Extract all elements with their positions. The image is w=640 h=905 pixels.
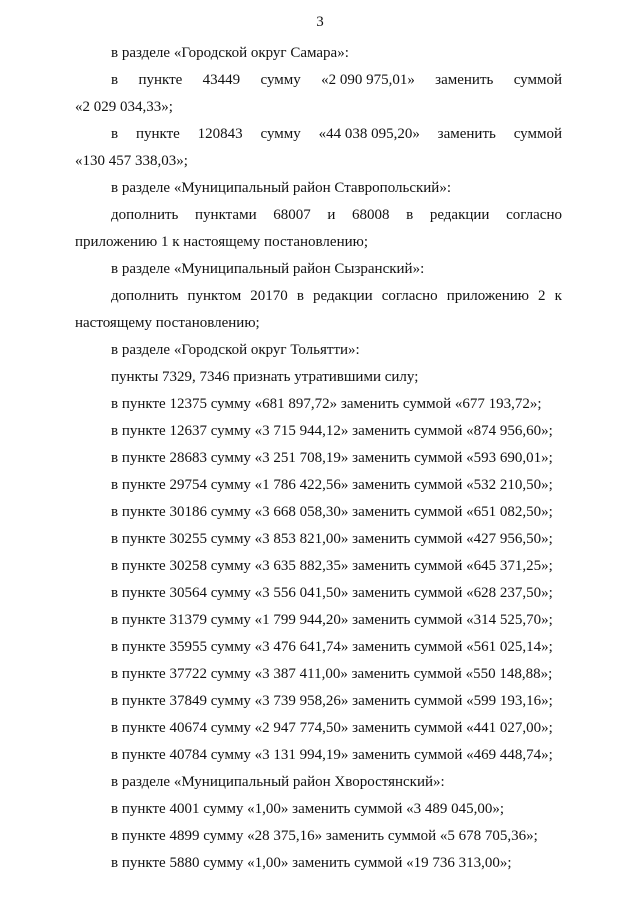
word: 68007 — [273, 207, 311, 223]
amendment-line-68007 — [75, 204, 562, 231]
amendment-line-120843-cont: «130 457 338,03»; — [75, 153, 188, 169]
amendment-line: в пункте 12375 сумму «681 897,72» заменить суммой «677 193,72»; — [111, 396, 542, 412]
word: заменить — [437, 126, 496, 142]
word: пунктами — [195, 207, 257, 223]
word: пункте — [138, 72, 183, 88]
amendment-line: пункты 7329, 7346 признать утратившими силу; — [111, 369, 419, 385]
word: согласно — [381, 288, 438, 304]
word: 68008 — [352, 207, 390, 223]
amendment-line: в пункте 30186 сумму «3 668 058,30» заменить суммой «651 082,50»; — [111, 504, 553, 520]
amendment-line: в пункте 12637 сумму «3 715 944,12» заменить суммой «874 956,60»; — [111, 423, 553, 439]
section-heading-stavropolsky: в разделе «Муниципальный район Ставропольский»: — [111, 180, 451, 196]
word: сумму — [260, 126, 301, 142]
word: приложению — [446, 288, 529, 304]
amendment-line: в пункте 31379 сумму «1 799 944,20» заменить суммой «314 525,70»; — [111, 612, 553, 628]
amendment-line: в пункте 30564 сумму «3 556 041,50» заменить суммой «628 237,50»; — [111, 585, 553, 601]
amendment-line: в пункте 35955 сумму «3 476 641,74» заменить суммой «561 025,14»; — [111, 639, 553, 655]
amendment-line-120843 — [75, 123, 562, 150]
amendment-line: в пункте 37722 сумму «3 387 411,00» заменить суммой «550 148,88»; — [111, 666, 553, 682]
section-heading-tolyatti: в разделе «Городской округ Тольятти»: — [111, 342, 360, 358]
word: суммой — [513, 72, 562, 88]
amendment-line-20170 — [75, 285, 562, 312]
section-heading-samara: в разделе «Городской округ Самара»: — [111, 45, 349, 61]
amendment-line: в пункте 30258 сумму «3 635 882,35» заменить суммой «645 371,25»; — [111, 558, 553, 574]
amendment-line: в пункте 4899 сумму «28 375,16» заменить суммой «5 678 705,36»; — [111, 828, 538, 844]
word: в — [296, 288, 304, 304]
amendment-line: в пункте 30255 сумму «3 853 821,00» заменить суммой «427 956,50»; — [111, 531, 553, 547]
word: редакции — [313, 288, 373, 304]
amendment-line: в пункте 5880 сумму «1,00» заменить суммой «19 736 313,00»; — [111, 855, 512, 871]
word: пункте — [135, 126, 180, 142]
amendment-line-68007-cont: приложению 1 к настоящему постановлению; — [75, 234, 368, 250]
word: суммой — [513, 126, 562, 142]
word: и — [327, 207, 336, 223]
amendment-line: в пункте 28683 сумму «3 251 708,19» заменить суммой «593 690,01»; — [111, 450, 553, 466]
word: согласно — [506, 207, 562, 223]
amendment-line: в пункте 40784 сумму «3 131 994,19» заменить суммой «469 448,74»; — [111, 747, 553, 763]
amendment-line-20170-cont: настоящему постановлению; — [75, 315, 260, 331]
word: 20170 — [250, 288, 288, 304]
word: дополнить — [111, 288, 179, 304]
word: 120843 — [197, 126, 243, 142]
amendment-line: в пункте 29754 сумму «1 786 422,56» заменить суммой «532 210,50»; — [111, 477, 553, 493]
section-heading-syzransky: в разделе «Муниципальный район Сызранский»: — [111, 261, 425, 277]
word: сумму — [260, 72, 301, 88]
document-body — [75, 42, 562, 879]
amendment-line: в пункте 4001 сумму «1,00» заменить суммой «3 489 045,00»; — [111, 801, 505, 817]
word: «2 090 975,01» — [321, 72, 415, 88]
amendment-line-43449 — [75, 69, 562, 96]
word: 2 — [538, 288, 546, 304]
word: дополнить — [111, 207, 179, 223]
section-heading-khvorostyansky: в разделе «Муниципальный район Хворостянский»: — [111, 774, 445, 790]
amendment-line: в пункте 40674 сумму «2 947 774,50» заменить суммой «441 027,00»; — [111, 720, 553, 736]
word: в — [406, 207, 414, 223]
word: в — [111, 126, 119, 142]
word: в — [111, 72, 119, 88]
amendment-line-43449-cont: «2 029 034,33»; — [75, 99, 173, 115]
word: 43449 — [202, 72, 241, 88]
word: пунктом — [187, 288, 242, 304]
word: заменить — [435, 72, 494, 88]
amendment-line: в пункте 37849 сумму «3 739 958,26» заменить суммой «599 193,16»; — [111, 693, 553, 709]
word: к — [554, 288, 562, 304]
page-number: 3 — [316, 14, 324, 30]
word: «44 038 095,20» — [318, 126, 420, 142]
word: редакции — [429, 207, 490, 223]
